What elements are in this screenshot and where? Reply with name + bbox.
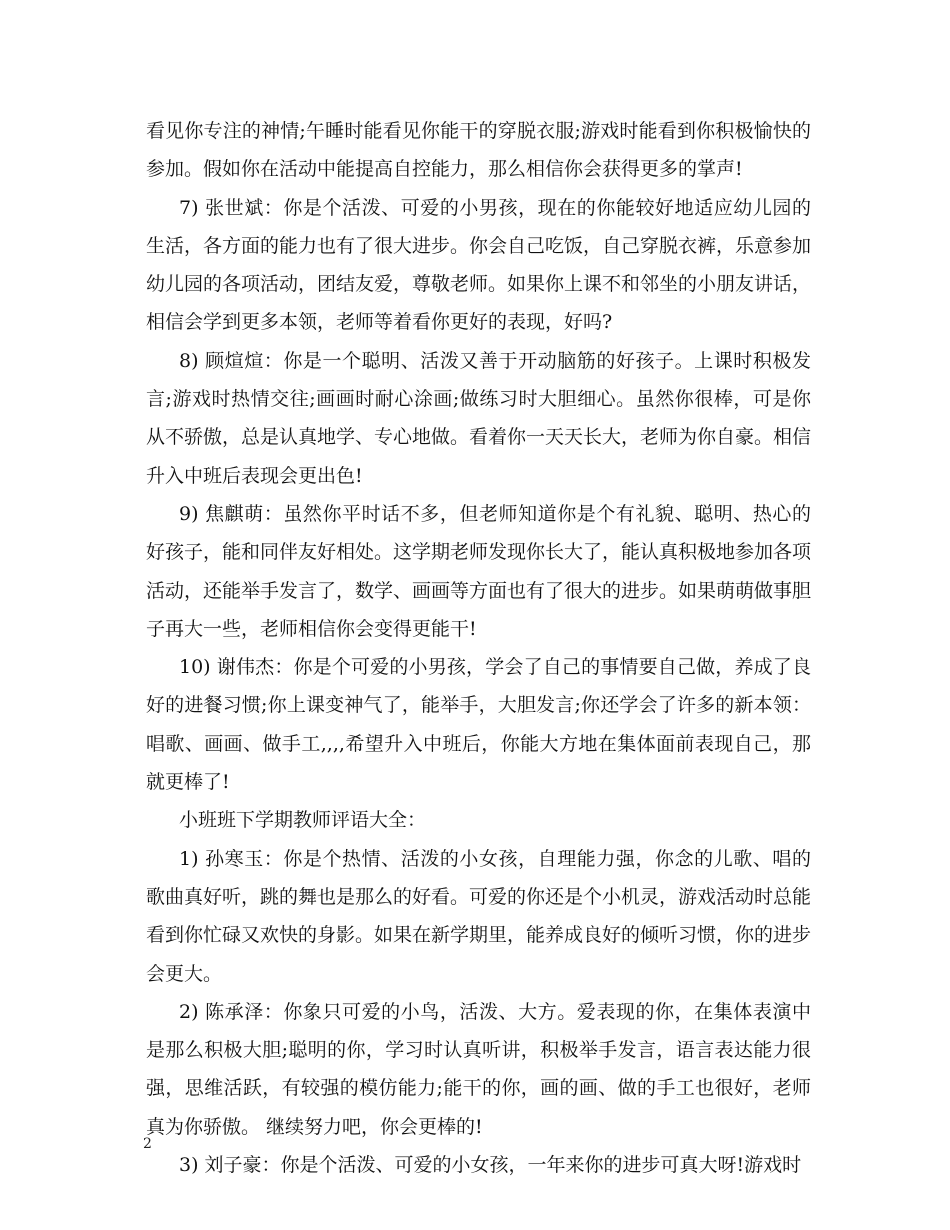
paragraph: 1) 孙寒玉：你是个热情、活泼的小女孩，自理能力强，你念的儿歌、唱的歌曲真好听，跳的舞也是那么的好看。可爱的你还是个小机灵，游戏活动时总能看到你忙碌又欢快的身影。如果在新学期里，能养成良好的倾听习惯，你的进步会更大。 [146, 847, 812, 985]
paragraph: 看见你专注的神情;午睡时能看见你能干的穿脱衣服;游戏时能看到你积极愉快的参加。假如你在活动中能提高自控能力，那么相信你会获得更多的掌声! [146, 120, 811, 181]
section-heading: 小班班下学期教师评语大全： [179, 809, 427, 832]
paragraph: 3) 刘子豪：你是个活泼、可爱的小女孩，一年来你的进步可真大呀!游戏时 [179, 1154, 802, 1177]
document-body [146, 112, 811, 1184]
paragraph: 9) 焦麒萌：虽然你平时话不多，但老师知道你是个有礼貌、聪明、热心的好孩子，能和同伴友好相处。这学期老师发现你长大了，能认真积极地参加各项活动，还能举手发言了，数学、画画等方面也有了很大的进步。如果萌萌做事胆子再大一些，老师相信你会变得更能干! [146, 502, 812, 640]
page-number: 2 [143, 1136, 152, 1152]
paragraph: 8) 顾煊煊：你是一个聪明、活泼又善于开动脑筋的好孩子。上课时积极发言;游戏时热情交往;画画时耐心涂画;做练习时大胆细心。虽然你很棒，可是你从不骄傲，总是认真地学、专心地做。看着你一天天长大，老师为你自豪。相信升入中班后表现会更出色! [146, 349, 812, 487]
paragraph: 7) 张世斌：你是个活泼、可爱的小男孩，现在的你能较好地适应幼儿园的生活，各方面的能力也有了很大进步。你会自己吃饭，自己穿脱衣裤，乐意参加幼儿园的各项活动，团结友爱，尊敬老师。如果你上课不和邻坐的小朋友讲话，相信会学到更多本领，老师等着看你更好的表现，好吗? [146, 196, 812, 334]
paragraph: 2) 陈承泽：你象只可爱的小鸟，活泼、大方。爱表现的你，在集体表演中是那么积极大胆;聪明的你，学习时认真听讲，积极举手发言，语言表达能力很强，思维活跃，有较强的模仿能力;能干的你，画的画、做的手工也很好，老师真为你骄傲。 继续努力吧，你会更棒的! [146, 1000, 811, 1138]
paragraph: 10) 谢伟杰：你是个可爱的小男孩，学会了自己的事情要自己做，养成了良好的进餐习惯;你上课变神气了，能举手，大胆发言;你还学会了许多的新本领：唱歌、画画、做手工,,,,希望升入中班后，你能大方地在集体面前表现自己，那就更棒了! [146, 656, 811, 794]
